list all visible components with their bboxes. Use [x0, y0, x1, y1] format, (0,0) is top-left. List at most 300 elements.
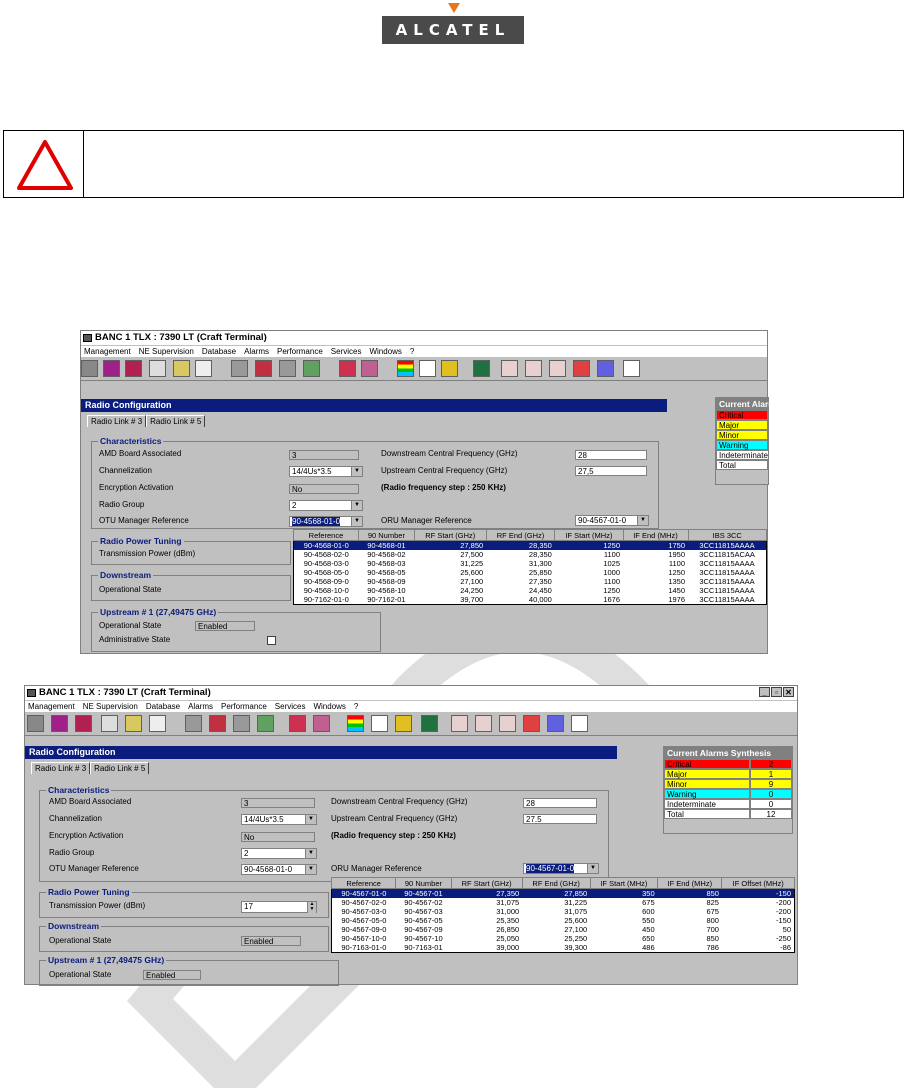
radio-config-panel — [81, 399, 667, 653]
toolbar-button-icon[interactable] — [279, 360, 296, 377]
table-cell: 25,850 — [528, 568, 552, 577]
menu-bar — [81, 346, 767, 357]
table-row[interactable] — [332, 916, 795, 925]
window-title-text: BANC 1 TLX : 7390 LT (Craft Terminal) — [95, 332, 267, 343]
toolbar-button-icon[interactable] — [149, 715, 166, 732]
oru-dropdown[interactable] — [575, 515, 649, 526]
alarm-row-indeterminate — [716, 450, 768, 460]
table-cell: 1100 — [668, 559, 686, 568]
radio-group-dropdown[interactable] — [289, 500, 363, 511]
toolbar-button-icon[interactable] — [501, 360, 518, 377]
otu-label: OTU Manager Reference — [99, 516, 189, 525]
menu-windows[interactable]: Windows — [313, 702, 346, 711]
column-header: IF Start (MHz) — [555, 530, 623, 541]
toolbar-button-icon[interactable] — [81, 360, 98, 377]
tx-label: Transmission Power (dBm) — [49, 901, 146, 910]
graph-icon[interactable] — [421, 715, 438, 732]
alarm-row-critical — [664, 759, 792, 769]
column-header: Reference — [294, 530, 359, 541]
toolbar-button-icon[interactable] — [339, 360, 356, 377]
table-row[interactable] — [294, 577, 767, 586]
chan-dropdown[interactable] — [241, 814, 317, 825]
table-cell: 31,075 — [496, 898, 520, 907]
alarm-row-total — [716, 460, 768, 470]
column-header: RF Start (GHz) — [451, 878, 522, 889]
frequency-step: (Radio frequency step : 250 KHz) — [331, 831, 456, 840]
alarm-row-minor — [716, 430, 768, 440]
column-header: Reference — [332, 878, 396, 889]
table-cell: 90-4567-03-0 — [341, 907, 387, 916]
alarm-count: 0 — [750, 789, 792, 799]
toolbar-button-icon[interactable] — [571, 715, 588, 732]
table-cell: 28,350 — [528, 550, 552, 559]
table-cell: 90-7162-01 — [367, 595, 406, 604]
toolbar-button-icon[interactable] — [103, 360, 120, 377]
alarm-bars-icon[interactable] — [347, 715, 364, 732]
chevron-down-icon[interactable]: ▼ — [637, 516, 648, 525]
toolbar-button-icon[interactable] — [289, 715, 306, 732]
alarm-name: Warning — [716, 440, 768, 450]
table-cell: 350 — [590, 889, 657, 899]
table-cell: 3CC11815AAAA — [699, 586, 755, 595]
menu-database[interactable]: Database — [145, 702, 181, 711]
menu-help[interactable]: ? — [409, 347, 415, 356]
chevron-down-icon[interactable]: ▼ — [305, 849, 316, 858]
table-cell: 90-4567-09-0 — [341, 925, 387, 934]
otu-value: 90-4568-01-0 — [244, 865, 293, 874]
alarm-row-minor — [664, 779, 792, 789]
warning-box — [3, 130, 904, 198]
menu-performance[interactable]: Performance — [220, 702, 267, 711]
chan-value: 14/4Us*3.5 — [292, 467, 332, 476]
column-header: 90 Number — [396, 878, 451, 889]
table-cell: 39,700 — [460, 595, 484, 604]
upstream-group — [91, 607, 381, 652]
toolbar-button-icon[interactable] — [125, 360, 142, 377]
table-cell: 90-4567-02 — [404, 898, 443, 907]
table-row[interactable] — [332, 934, 795, 943]
table-cell: 1100 — [603, 577, 621, 586]
toolbar-button-icon[interactable] — [549, 360, 566, 377]
table-cell: 31,075 — [564, 907, 588, 916]
column-header: IBS 3CC — [688, 530, 766, 541]
column-header: RF Start (GHz) — [414, 530, 486, 541]
table-cell: 3CC11815AAAA — [699, 559, 755, 568]
characteristics-title: Characteristics — [100, 436, 162, 446]
table-cell: 25,350 — [496, 916, 520, 925]
menu-windows[interactable]: Windows — [369, 347, 402, 356]
table-cell: 3CC11815AAAA — [699, 568, 755, 577]
table-row[interactable] — [332, 889, 795, 899]
radio-group-dropdown[interactable] — [241, 848, 317, 859]
toolbar-button-icon[interactable] — [257, 715, 274, 732]
tab-radio-link-5[interactable]: Radio Link # 5 — [146, 415, 205, 427]
alarm-name: Critical — [664, 759, 750, 769]
alarm-bars-icon[interactable] — [397, 360, 414, 377]
table-cell: 27,350 — [528, 577, 552, 586]
table-cell: 90-4567-05-0 — [341, 916, 387, 925]
table-cell: 850 — [658, 889, 722, 899]
chevron-down-icon[interactable]: ▼ — [587, 864, 598, 873]
tab-radio-link-3[interactable]: Radio Link # 3 — [31, 762, 90, 774]
toolbar-button-icon[interactable] — [597, 360, 614, 377]
tx-label: Transmission Power (dBm) — [99, 549, 196, 558]
table-cell: 600 — [642, 907, 655, 916]
table-cell: 27,850 — [414, 541, 486, 551]
table-cell: 1750 — [623, 541, 688, 551]
table-cell: 90-4567-05 — [404, 916, 443, 925]
toolbar-button-icon[interactable] — [231, 360, 248, 377]
table-cell: 90-7163-01-0 — [341, 943, 387, 952]
table-cell: 1350 — [668, 577, 686, 586]
table-row[interactable] — [294, 595, 767, 605]
alarm-row-major — [664, 769, 792, 779]
table-cell: 31,000 — [496, 907, 520, 916]
warning-triangle-icon — [16, 139, 74, 191]
alarm-row-indeterminate — [664, 799, 792, 809]
rg-value: 2 — [292, 501, 297, 510]
up-op-label: Operational State — [99, 621, 162, 630]
table-cell: 90-4568-02 — [367, 550, 406, 559]
table-cell: 90-4568-10 — [367, 586, 406, 595]
tab-radio-link-5[interactable]: Radio Link # 5 — [90, 762, 149, 774]
table-cell: 3CC11815AAAA — [699, 595, 755, 604]
alarm-name: Critical — [716, 410, 768, 420]
table-cell: 1250 — [668, 568, 686, 577]
chevron-down-icon[interactable]: ▼ — [351, 467, 362, 476]
menu-services[interactable]: Services — [274, 702, 306, 711]
toolbar-button-icon[interactable] — [313, 715, 330, 732]
alarm-name: Major — [716, 420, 768, 430]
chevron-down-icon[interactable]: ▼ — [351, 517, 362, 526]
toolbar — [81, 358, 767, 381]
table-header — [332, 878, 795, 889]
toolbar-button-icon[interactable] — [361, 360, 378, 377]
screenshot-1 — [80, 330, 781, 654]
alarm-name: Minor — [716, 430, 768, 440]
table-row[interactable] — [294, 568, 767, 577]
upstream-title: Upstream # 1 (27,49475 GHz) — [48, 955, 165, 965]
otu-dropdown[interactable] — [241, 864, 317, 875]
app-icon — [27, 689, 36, 697]
oru-label: ORU Manager Reference — [381, 516, 472, 525]
toolbar-button-icon[interactable] — [185, 715, 202, 732]
column-header: RF End (GHz) — [486, 530, 555, 541]
oru-dropdown[interactable] — [523, 863, 599, 874]
up-op-label: Operational State — [49, 970, 112, 979]
maximize-icon[interactable]: ▫ — [771, 687, 782, 697]
toolbar-button-icon[interactable] — [499, 715, 516, 732]
table-cell: 25,250 — [564, 934, 588, 943]
table-cell: 90-4568-01-0 — [294, 541, 359, 551]
alarm-row-warning — [664, 789, 792, 799]
alarm-title: Current Alarms Synthesis — [664, 747, 792, 759]
table-cell: 25,600 — [564, 916, 588, 925]
app-icon — [83, 334, 92, 342]
tab-radio-link-3[interactable]: Radio Link # 3 — [87, 415, 146, 427]
table-cell: 90-4568-03-0 — [303, 559, 349, 568]
toolbar-button-icon[interactable] — [623, 360, 640, 377]
oru-value: 90-4567-01-0 — [578, 516, 627, 525]
table-cell: 90-4568-05 — [367, 568, 406, 577]
rg-value: 2 — [244, 849, 249, 858]
downstream-title: Downstream — [48, 921, 100, 931]
table-cell: 31,300 — [528, 559, 552, 568]
panel-title: Radio Configuration — [81, 399, 667, 412]
table-row[interactable] — [294, 541, 767, 551]
alarm-name: Total — [716, 460, 768, 470]
rg-label: Radio Group — [49, 848, 95, 857]
up-op-value: Enabled — [143, 970, 201, 980]
table-cell: 90-4568-03 — [367, 559, 406, 568]
warning-icon[interactable] — [371, 715, 388, 732]
close-icon[interactable]: ✕ — [783, 687, 794, 697]
alarm-row-major — [716, 420, 768, 430]
table-cell: 39,000 — [496, 943, 520, 952]
ucf-label: Upstream Central Frequency (GHz) — [331, 814, 458, 823]
toolbar-button-icon[interactable] — [51, 715, 68, 732]
toolbar — [25, 713, 797, 736]
up-op-value: Enabled — [195, 621, 255, 631]
table-cell: 825 — [706, 898, 719, 907]
toolbar-button-icon[interactable] — [525, 360, 542, 377]
toolbar-button-icon[interactable] — [475, 715, 492, 732]
minimize-icon[interactable]: _ — [759, 687, 770, 697]
toolbar-button-icon[interactable] — [27, 715, 44, 732]
table-cell: 700 — [706, 925, 719, 934]
alarm-row-critical — [716, 410, 768, 420]
table-cell: -150 — [722, 889, 795, 899]
table-cell: 675 — [642, 898, 655, 907]
table-cell: 90-4567-09 — [404, 925, 443, 934]
toolbar-button-icon[interactable] — [523, 715, 540, 732]
table-row[interactable] — [332, 943, 795, 953]
table-cell: 1025 — [603, 559, 621, 568]
frequency-step: (Radio frequency step : 250 KHz) — [381, 483, 506, 492]
toolbar-button-icon[interactable] — [75, 715, 92, 732]
alcatel-logo: ALCATEL — [382, 16, 524, 44]
toolbar-button-icon[interactable] — [101, 715, 118, 732]
table-cell: 90-4568-10-0 — [303, 586, 349, 595]
oru-label: ORU Manager Reference — [331, 864, 422, 873]
spinner-icon[interactable]: ▲ ▼ — [307, 902, 316, 913]
table-cell: 90-4568-02-0 — [303, 550, 349, 559]
graph-icon[interactable] — [473, 360, 490, 377]
enc-label: Encryption Activation — [99, 483, 174, 492]
table-cell: 27,350 — [451, 889, 522, 899]
table-row[interactable] — [294, 550, 767, 559]
table-cell: 1250 — [555, 541, 623, 551]
table-row[interactable] — [332, 898, 795, 907]
characteristics-title: Characteristics — [48, 785, 110, 795]
menu-help[interactable]: ? — [353, 702, 359, 711]
column-header: IF Start (MHz) — [590, 878, 657, 889]
table-cell: 675 — [706, 907, 719, 916]
table-row[interactable] — [332, 907, 795, 916]
table-cell: 90-4567-10 — [404, 934, 443, 943]
alarm-name: Warning — [664, 789, 750, 799]
menu-ne-supervision[interactable]: NE Supervision — [82, 702, 138, 711]
window-title — [81, 331, 767, 345]
menu-alarms[interactable]: Alarms — [244, 347, 269, 356]
table-cell: 800 — [706, 916, 719, 925]
table-cell: 1250 — [603, 586, 621, 595]
table-cell: 90-4567-02-0 — [341, 898, 387, 907]
toolbar-button-icon[interactable] — [303, 360, 320, 377]
menu-alarms[interactable]: Alarms — [188, 702, 213, 711]
menu-bar — [25, 701, 797, 712]
toolbar-button-icon[interactable] — [195, 360, 212, 377]
table-cell: 50 — [782, 925, 791, 934]
table-cell: 90-4567-03 — [404, 907, 443, 916]
ucf-label: Upstream Central Frequency (GHz) — [381, 466, 508, 475]
column-header: IF End (MHz) — [658, 878, 722, 889]
menu-database[interactable]: Database — [201, 347, 237, 356]
table-cell: 31,225 — [460, 559, 484, 568]
toolbar-button-icon[interactable] — [125, 715, 142, 732]
table-cell: -200 — [775, 898, 791, 907]
amd-value: 3 — [241, 798, 315, 808]
bell-icon[interactable] — [441, 360, 458, 377]
menu-services[interactable]: Services — [330, 347, 362, 356]
table-cell: 650 — [642, 934, 655, 943]
checkbox[interactable] — [267, 636, 276, 645]
amd-label: AMD Board Associated — [49, 797, 132, 806]
window-title-text: BANC 1 TLX : 7390 LT (Craft Terminal) — [39, 687, 211, 698]
table-row[interactable] — [332, 925, 795, 934]
table-cell: 24,450 — [528, 586, 552, 595]
toolbar-button-icon[interactable] — [451, 715, 468, 732]
table-cell: 24,250 — [460, 586, 484, 595]
table-cell: 27,850 — [522, 889, 590, 899]
table-cell: 27,100 — [460, 577, 484, 586]
alarm-count: 2 — [750, 759, 792, 769]
op-state-label: Operational State — [99, 585, 162, 594]
alarm-name: Indeterminate — [664, 799, 750, 809]
table-row[interactable] — [294, 559, 767, 568]
warning-icon[interactable] — [419, 360, 436, 377]
tab-bar — [87, 415, 205, 427]
menu-management[interactable]: Management — [28, 702, 75, 711]
table-cell: 3CC11815AAAA — [699, 577, 755, 586]
amd-label: AMD Board Associated — [99, 449, 182, 458]
dcf-input[interactable]: 28 — [575, 450, 647, 460]
chan-value: 14/4Us*3.5 — [244, 815, 284, 824]
toolbar-button-icon[interactable] — [149, 360, 166, 377]
alarm-title: Current Alarms — [716, 398, 768, 410]
table-cell: 28,350 — [486, 541, 555, 551]
rg-label: Radio Group — [99, 500, 145, 509]
alarm-count: 1 — [750, 769, 792, 779]
rpt-title: Radio Power Tuning — [100, 536, 182, 546]
alarm-name: Major — [664, 769, 750, 779]
enc-label: Encryption Activation — [49, 831, 124, 840]
table-cell: 3CC11815AAAA — [688, 541, 766, 551]
table-cell: 486 — [642, 943, 655, 952]
table-cell: 26,850 — [496, 925, 520, 934]
dcf-label: Downstream Central Frequency (GHz) — [381, 449, 518, 458]
alarm-name: Total — [664, 809, 750, 819]
table-cell: 1100 — [603, 550, 621, 559]
table-cell: 90-7162-01-0 — [303, 595, 349, 604]
dcf-label: Downstream Central Frequency (GHz) — [331, 797, 468, 806]
column-header: IF End (MHz) — [623, 530, 688, 541]
table-cell: 39,300 — [564, 943, 588, 952]
alarm-name: Minor — [664, 779, 750, 789]
chevron-down-icon[interactable]: ▼ — [305, 815, 316, 824]
alarm-synthesis — [715, 397, 781, 485]
table-cell: 1450 — [668, 586, 686, 595]
amd-value: 3 — [289, 450, 359, 460]
oru-reference-table — [331, 877, 795, 953]
dcf-input[interactable]: 28 — [523, 798, 597, 808]
otu-label: OTU Manager Reference — [49, 864, 139, 873]
rpt-title: Radio Power Tuning — [48, 887, 130, 897]
oru-reference-table — [293, 529, 767, 605]
table-cell: 1950 — [668, 550, 686, 559]
toolbar-button-icon[interactable] — [255, 360, 272, 377]
table-cell: 3CC11815ACAA — [699, 550, 755, 559]
ucf-input[interactable]: 27.5 — [523, 814, 597, 824]
enc-value: No — [241, 832, 315, 842]
menu-performance[interactable]: Performance — [276, 347, 323, 356]
toolbar-button-icon[interactable] — [233, 715, 250, 732]
chan-dropdown[interactable] — [289, 466, 363, 477]
bell-icon[interactable] — [395, 715, 412, 732]
enc-value: No — [289, 484, 359, 494]
chevron-down-icon[interactable]: ▼ — [305, 865, 316, 874]
table-row[interactable] — [294, 586, 767, 595]
downstream-title: Downstream — [100, 570, 152, 580]
alarm-row-warning — [716, 440, 768, 450]
otu-value: 90-4568-01-0 — [292, 517, 341, 526]
table-cell: -86 — [780, 943, 791, 952]
table-cell: 450 — [642, 925, 655, 934]
alarm-name: Indeterminate — [716, 450, 769, 460]
table-cell: 90-4568-05-0 — [303, 568, 349, 577]
table-cell: 90-7163-01 — [404, 943, 443, 952]
column-header: 90 Number — [358, 530, 414, 541]
menu-management[interactable]: Management — [84, 347, 131, 356]
table-cell: 90-4568-01 — [358, 541, 414, 551]
admin-state-label: Administrative State — [99, 635, 171, 644]
tx-power-input[interactable] — [241, 901, 317, 913]
ucf-input[interactable]: 27,5 — [575, 466, 647, 476]
otu-dropdown[interactable] — [289, 516, 363, 527]
toolbar-button-icon[interactable] — [547, 715, 564, 732]
toolbar-button-icon[interactable] — [573, 360, 590, 377]
table-cell: -200 — [775, 907, 791, 916]
table-cell: 1676 — [603, 595, 621, 604]
toolbar-button-icon[interactable] — [173, 360, 190, 377]
alarm-count: 0 — [750, 799, 792, 809]
alarm-count: 12 — [750, 809, 792, 819]
table-cell: 90-4567-01 — [396, 889, 451, 899]
chevron-down-icon[interactable]: ▼ — [351, 501, 362, 510]
menu-ne-supervision[interactable]: NE Supervision — [138, 347, 194, 356]
oru-value: 90-4567-01-0 — [526, 864, 575, 873]
toolbar-button-icon[interactable] — [209, 715, 226, 732]
alarm-synthesis — [663, 746, 793, 834]
table-header — [294, 530, 767, 541]
table-cell: 40,000 — [528, 595, 552, 604]
table-cell: 27,100 — [564, 925, 588, 934]
chan-label: Channelization — [49, 814, 102, 823]
upstream-title: Upstream # 1 (27,49475 GHz) — [100, 607, 217, 617]
window-title — [25, 686, 797, 700]
tab-bar — [31, 762, 149, 774]
logo-triangle-icon — [448, 3, 460, 13]
